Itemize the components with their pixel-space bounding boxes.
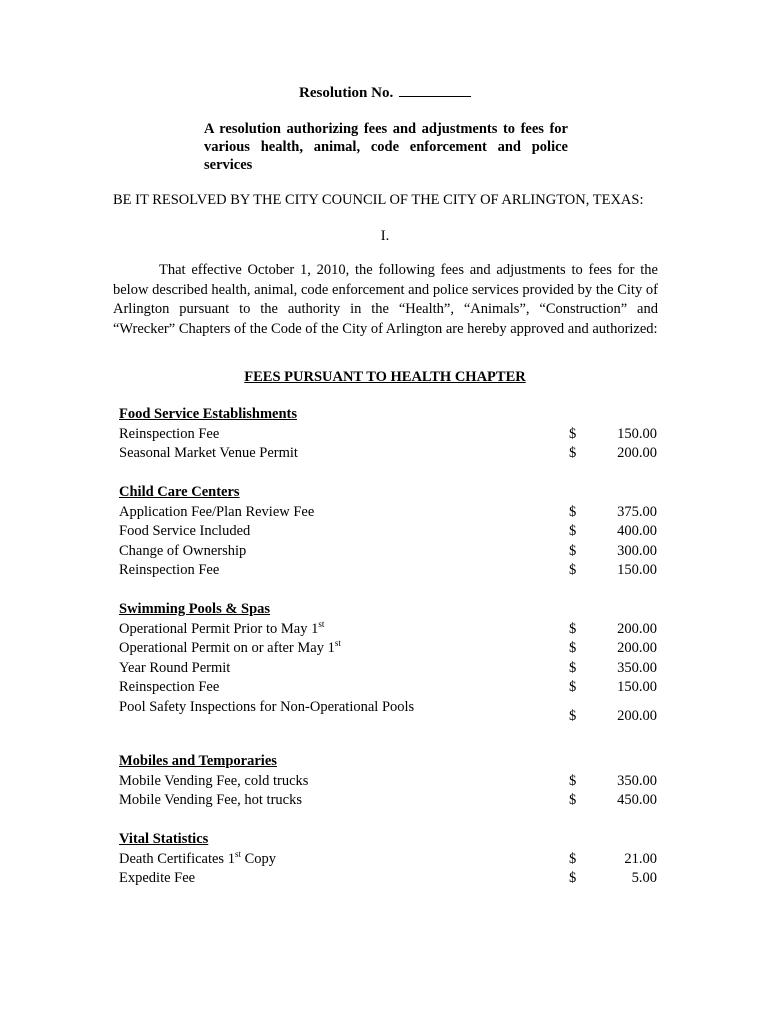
currency-symbol: $: [569, 562, 577, 578]
currency-symbol: $: [569, 792, 577, 808]
currency-symbol: $: [569, 542, 577, 559]
fee-label: Operational Permit Prior to May 1st: [119, 618, 325, 637]
fee-group: [119, 483, 659, 581]
fee-amount: 200.00: [617, 620, 657, 637]
fee-amount: 300.00: [617, 542, 657, 559]
fee-row: [119, 425, 659, 445]
fee-row: [119, 620, 659, 640]
intro-paragraph: That effective October 1, 2010, the following fees and adjustments to fees for the below described health, animal, code enforcement and police services provided by the City of Arlington pursuant to the authority in the “Health”, “Animals”, “Construction” and “Wrecker” Chapters of the Code of the City of Arlington are hereby approved and authorized:: [113, 262, 658, 337]
chapter-heading: FEES PURSUANT TO HEALTH CHAPTER: [244, 369, 526, 385]
resolved-statement: BE IT RESOLVED BY THE CITY COUNCIL OF THE CITY OF ARLINGTON, TEXAS:: [113, 192, 644, 208]
section-number: I.: [380, 228, 390, 244]
fee-row: [119, 659, 659, 679]
fee-group-title: Mobiles and Temporaries: [119, 753, 277, 769]
fee-label: Expedite Fee: [119, 870, 196, 886]
currency-symbol: $: [569, 503, 577, 520]
fee-amount: 400.00: [617, 523, 657, 539]
fee-row: [119, 850, 659, 870]
fee-row: [119, 561, 659, 581]
currency-symbol: $: [569, 659, 577, 676]
fee-amount: 200.00: [617, 640, 657, 656]
fee-label: Reinspection Fee: [119, 679, 220, 695]
fee-row: [119, 772, 659, 792]
fee-label: Reinspection Fee: [119, 425, 220, 442]
currency-symbol: $: [569, 523, 577, 539]
currency-symbol: $: [569, 425, 577, 442]
fee-amount: 450.00: [617, 792, 657, 808]
fee-amount: 5.00: [631, 870, 657, 886]
fee-label: Reinspection Fee: [119, 562, 220, 578]
currency-symbol: $: [569, 707, 577, 724]
resolution-label: Resolution No.: [299, 85, 394, 101]
fee-label: Operational Permit on or after May 1st: [119, 638, 341, 656]
fee-group-title: Food Service Establishments: [119, 406, 298, 422]
fee-row: [119, 444, 659, 464]
fee-label: Mobile Vending Fee, cold trucks: [119, 772, 309, 789]
fee-amount: 200.00: [617, 445, 657, 461]
fee-amount: 375.00: [617, 503, 657, 520]
fee-row: [119, 639, 659, 659]
fee-row: [119, 869, 659, 889]
fee-amount: 350.00: [617, 772, 657, 789]
fee-label: Mobile Vending Fee, hot trucks: [119, 792, 302, 808]
fee-row: [119, 503, 659, 523]
resolution-number: [0, 84, 770, 102]
fee-group: [119, 752, 659, 811]
fee-group: [119, 600, 659, 736]
fee-amount: 200.00: [617, 707, 657, 724]
fee-group: [119, 830, 659, 889]
currency-symbol: $: [569, 620, 577, 637]
fee-label: Death Certificates 1st Copy: [119, 848, 277, 867]
fee-amount: 150.00: [617, 679, 657, 695]
currency-symbol: $: [569, 850, 577, 867]
fee-row: [119, 698, 659, 736]
currency-symbol: $: [569, 772, 577, 789]
currency-symbol: $: [569, 445, 577, 461]
fee-group-title: Vital Statistics: [119, 831, 209, 847]
fee-row: [119, 678, 659, 698]
resolution-number-blank: [399, 84, 471, 97]
currency-symbol: $: [569, 679, 577, 695]
fee-row: [119, 791, 659, 811]
fee-row: [119, 542, 659, 562]
resolution-caption: A resolution authorizing fees and adjustments to fees for various health, animal, code enforcement and police services: [204, 121, 568, 173]
currency-symbol: $: [569, 870, 577, 886]
fee-group-title: Child Care Centers: [119, 484, 240, 500]
fee-group: [119, 405, 659, 464]
fee-amount: 21.00: [624, 850, 657, 867]
currency-symbol: $: [569, 640, 577, 656]
fee-amount: 350.00: [617, 659, 657, 676]
fee-amount: 150.00: [617, 425, 657, 442]
fee-label: Year Round Permit: [119, 659, 231, 676]
fee-label: Change of Ownership: [119, 542, 247, 559]
fee-group-title: Swimming Pools & Spas: [119, 601, 271, 617]
fee-row: [119, 522, 659, 542]
fee-label: Application Fee/Plan Review Fee: [119, 503, 315, 520]
fee-label: Food Service Included: [119, 523, 251, 539]
fee-amount: 150.00: [617, 562, 657, 578]
fee-label: Seasonal Market Venue Permit: [119, 445, 298, 461]
fee-label: Pool Safety Inspections for Non-Operational Pools: [119, 698, 415, 715]
